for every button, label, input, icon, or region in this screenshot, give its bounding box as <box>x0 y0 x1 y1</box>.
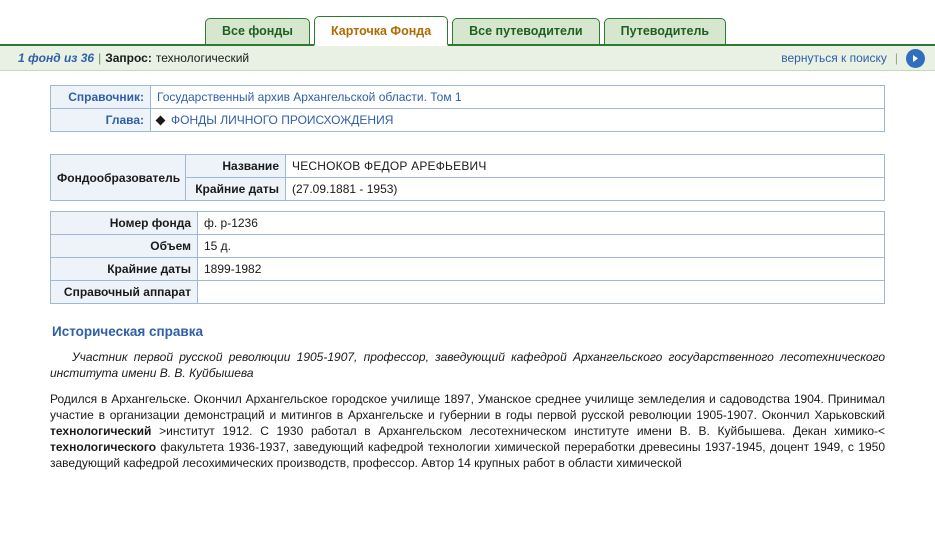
diamond-bullet-icon <box>156 115 166 125</box>
actions-separator: | <box>894 51 898 65</box>
info-bar-actions <box>781 49 925 68</box>
arrow-right-circle-icon[interactable] <box>906 49 925 68</box>
paragraph-part: Родился в Архангельске. Окончил Архангельское городское училище 1897, Уманское среднее училище земледелия и садоводства 1904. Принимал участие в организации демонстраций и митингов в Архангельске и губернии в годы первой русской революции 1905-1907. Окончил Харьковский <box>50 392 885 422</box>
fund-dates-value: 1899-1982 <box>198 258 885 281</box>
table-row <box>51 109 885 132</box>
spacer <box>50 201 885 211</box>
fund-dates-label: Крайние даты <box>51 258 198 281</box>
tab-all-funds[interactable]: Все фонды <box>205 18 310 44</box>
chapter-link[interactable]: ФОНДЫ ЛИЧНОГО ПРОИСХОЖДЕНИЯ <box>171 113 394 127</box>
historical-note-lead: Участник первой русской революции 1905-1907, профессор, заведующий кафедрой Архангельского государственного лесотехнического института имени В. В. Куйбышева <box>50 350 885 380</box>
back-to-search-link[interactable]: вернуться к поиску <box>781 51 887 65</box>
creator-name-value: ЧЕСНОКОВ ФЕДОР АРЕФЬЕВИЧ <box>286 155 885 178</box>
table-row <box>51 235 885 258</box>
tab-bar <box>0 0 935 46</box>
result-count: 1 фонд из 36 <box>18 51 95 65</box>
tab-guide[interactable]: Путеводитель <box>604 18 726 44</box>
guide-header-table <box>50 85 885 132</box>
table-row <box>51 86 885 109</box>
tab-all-guides[interactable]: Все путеводители <box>452 18 599 44</box>
chapter-value-cell <box>151 109 885 132</box>
fund-volume-value: 15 д. <box>198 235 885 258</box>
reference-apparatus-label: Справочный аппарат <box>51 281 198 304</box>
fund-volume-label: Объем <box>51 235 198 258</box>
table-row <box>51 155 885 178</box>
fund-number-value: ф. р-1236 <box>198 212 885 235</box>
spacer <box>50 132 885 154</box>
tab-fund-card[interactable]: Карточка Фонда <box>314 16 448 46</box>
table-row <box>51 281 885 304</box>
historical-note-paragraph <box>50 391 885 471</box>
chapter-label: Глава: <box>51 109 151 132</box>
fund-card-content <box>0 71 935 471</box>
search-info-bar <box>0 46 935 71</box>
query-value: технологический <box>155 51 250 65</box>
paragraph-part: факультета 1936-1937, заведующий кафедрой технологии химической переработки древесины 1937-1945, доцент 1949, с 1950 заведующий кафедрой лесохимических производств, профессор. Автор 14 крупных работ в области химической <box>50 440 885 470</box>
table-row <box>51 258 885 281</box>
tab-list <box>205 16 726 44</box>
query-label: Запрос: <box>105 51 152 65</box>
guide-label: Справочник: <box>51 86 151 109</box>
summary-separator: | <box>98 51 102 65</box>
fund-creator-label: Фондообразователь <box>51 155 186 201</box>
historical-note-title: Историческая справка <box>52 324 203 339</box>
creator-name-label: Название <box>186 155 286 178</box>
reference-apparatus-value <box>198 281 885 304</box>
search-summary <box>18 51 249 65</box>
search-term-highlight: технологического <box>50 440 157 454</box>
creator-dates-value: (27.09.1881 - 1953) <box>286 178 885 201</box>
fund-number-label: Номер фонда <box>51 212 198 235</box>
guide-value: Государственный архив Архангельской области. Том 1 <box>151 86 885 109</box>
paragraph-part: >институт 1912. С 1930 работал в Архангельском лесотехническом институте имени В. В. Куйбышева. Декан химико-< <box>151 424 885 438</box>
creator-dates-label: Крайние даты <box>186 178 286 201</box>
search-term-highlight: технологический <box>50 424 152 438</box>
fund-creator-table <box>50 154 885 201</box>
table-row <box>51 212 885 235</box>
fund-properties-table <box>50 211 885 304</box>
